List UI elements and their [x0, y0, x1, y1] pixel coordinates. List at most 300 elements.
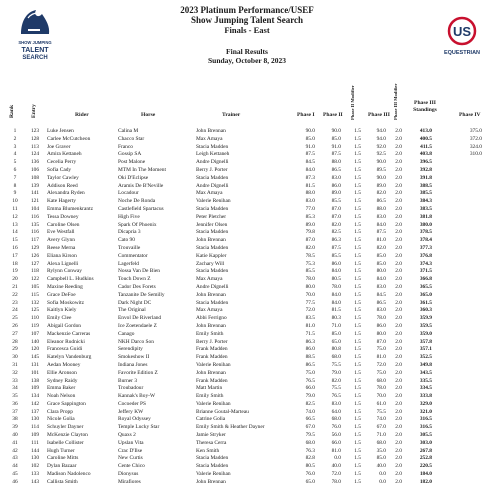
cell-horse: Chacco Star: [118, 135, 145, 142]
cell-rider: Madison Nadolenco: [47, 471, 91, 478]
cell-rider: Eve Westfall: [47, 229, 75, 236]
cell-entry: 118: [31, 268, 39, 275]
cell-mod: 1.5: [354, 416, 361, 423]
cell-p1: 85.5: [305, 268, 315, 275]
cell-p1: 77.5: [305, 299, 315, 306]
cell-st: 267.8: [419, 447, 432, 454]
cell-p3: 86.0: [376, 322, 386, 329]
cell-trainer: Frank Madden: [196, 377, 228, 384]
cell-entry: 129: [30, 244, 40, 251]
table-row: [0, 214, 494, 222]
cell-st: 343.5: [419, 369, 432, 376]
cell-p3m: 2.0: [395, 252, 402, 259]
cell-p3m: 2.0: [395, 237, 402, 244]
cell-p3m: 2.0: [395, 268, 402, 275]
cell-mod: 1.5: [354, 447, 361, 454]
cell-rider: Kate Hagerty: [47, 198, 76, 205]
cell-p3: 82.0: [376, 244, 386, 251]
cell-p2: 89.0: [331, 190, 341, 197]
cell-rank: 27: [12, 330, 18, 337]
cell-p3: 83.0: [376, 283, 386, 290]
cell-horse: Mirafiores: [118, 478, 141, 485]
cell-p3m: 2.0: [395, 299, 402, 306]
cell-st: 305.5: [419, 432, 432, 439]
cell-trainer: Stacia Madden: [196, 455, 229, 462]
cell-rank: 8: [13, 182, 17, 189]
cell-mod: 1.5: [354, 237, 361, 244]
table-row: [0, 151, 494, 159]
cell-mod: 1.5: [354, 159, 361, 166]
cell-trainer: Leigh Kettaneh: [196, 151, 230, 158]
cell-rider: Dylan Bazaar: [47, 463, 77, 470]
cell-mod: 1.5: [354, 346, 361, 353]
cell-st: 252.8: [419, 455, 432, 462]
cell-horse: The Original: [118, 307, 146, 314]
cell-entry: 143: [30, 478, 40, 485]
cell-st: 361.5: [419, 299, 432, 306]
cell-p3: 70.0: [376, 393, 386, 400]
cell-horse: Nossa Van De Bien: [118, 268, 160, 275]
cell-p3m: 2.0: [395, 416, 402, 423]
cell-st: 357.1: [419, 346, 432, 353]
cell-p3: 35.0: [376, 447, 386, 454]
cell-rank: 5: [13, 159, 17, 166]
cell-rider: Luke Jensen: [47, 128, 74, 134]
cell-horse: Lagerfeld: [118, 260, 139, 267]
cell-p2: 80.5: [331, 276, 341, 283]
cell-rank: 14: [12, 229, 18, 236]
cell-mod: 1.5: [354, 229, 361, 236]
cell-p3m: 2.0: [395, 182, 402, 189]
cell-rank: 9: [13, 190, 17, 197]
cell-rider: Emma Blumenkrantz: [47, 205, 93, 212]
cell-rider: Grace DeFoe: [47, 291, 76, 298]
cell-st: 349.8: [419, 361, 432, 368]
cell-rider: Emily Clee: [47, 315, 72, 322]
table-row: [0, 362, 494, 370]
cell-horse: Upslan Vita: [118, 439, 144, 446]
cell-p3m: 2.0: [395, 213, 402, 220]
cell-rank: 31: [12, 361, 18, 368]
cell-entry: 126: [30, 252, 40, 259]
table-row: [0, 261, 494, 269]
cell-rank: 2: [13, 135, 17, 142]
table-row: [0, 315, 494, 323]
cell-entry: 108: [30, 174, 40, 181]
table-row: [0, 175, 494, 183]
cell-p1: 76.0: [305, 471, 315, 478]
cell-st: 359.5: [419, 322, 432, 329]
cell-st: 357.8: [419, 338, 432, 345]
cell-st: 352.5: [419, 354, 432, 361]
cell-p3m: 2.0: [395, 276, 402, 283]
cell-rank: 18: [12, 260, 18, 267]
cell-st: 403.8: [419, 151, 432, 158]
cell-entry: 135: [30, 221, 40, 228]
cell-entry: 136: [30, 159, 40, 166]
cell-mod: 1.5: [354, 198, 361, 205]
col-phase4: Phase IV: [459, 112, 481, 118]
cell-rank: 12: [12, 213, 18, 220]
table-row: [0, 183, 494, 191]
cell-p2: 85.0: [331, 330, 341, 337]
svg-text:SHOW JUMPING: SHOW JUMPING: [18, 40, 52, 45]
cell-rider: Amira Kettaneh: [47, 151, 82, 158]
cell-entry: 120: [30, 346, 40, 353]
cell-p3: 86.5: [376, 198, 386, 205]
cell-p3: 75.5: [376, 408, 386, 415]
col-rider: Rider: [75, 112, 89, 118]
cell-mod: 1.5: [354, 174, 361, 181]
cell-p2: 68.0: [331, 354, 341, 361]
cell-mod: 1.5: [354, 252, 361, 259]
cell-rider: Grace Sappington: [47, 400, 86, 407]
cell-p2: 88.0: [331, 159, 341, 166]
cell-p3m: 2.0: [395, 190, 402, 197]
cell-p3: 83.0: [376, 307, 386, 314]
cell-trainer: Jennifer Olsen: [196, 221, 228, 228]
table-row: [0, 409, 494, 417]
cell-p2: 91.0: [331, 143, 341, 150]
cell-trainer: Max Amaya: [196, 307, 223, 314]
cell-trainer: Valerie Renihan: [196, 400, 231, 407]
table-row: [0, 222, 494, 230]
cell-p1: 66.0: [305, 385, 315, 392]
cell-mod: 1.5: [354, 338, 361, 345]
cell-trainer: Frank Madden: [196, 346, 228, 353]
cell-p2: 87.0: [331, 213, 341, 220]
cell-rank: 24: [12, 307, 18, 314]
cell-mod: 1.5: [354, 221, 361, 228]
cell-p2: 85.0: [331, 135, 341, 142]
cell-p3: 90.0: [376, 159, 386, 166]
cell-st: 378.4: [419, 237, 432, 244]
cell-p1: 87.3: [305, 174, 315, 181]
cell-rider: Sydney Raidy: [47, 377, 78, 384]
cell-entry: 137: [30, 408, 40, 415]
cell-p2: 72.0: [331, 471, 341, 478]
cell-p3m: 2.0: [395, 471, 402, 478]
results-table-body: [0, 128, 494, 487]
cell-mod: 1.5: [354, 268, 361, 275]
table-row: [0, 136, 494, 144]
cell-rider: Emma Baker: [47, 385, 76, 392]
cell-horse: Crac D'Ilse: [118, 447, 143, 454]
cell-p1: 83.5: [305, 315, 315, 322]
cell-st: 413.0: [419, 128, 432, 134]
cell-p3m: 2.0: [395, 315, 402, 322]
cell-p3m: 2.0: [395, 260, 402, 267]
table-row: [0, 323, 494, 331]
cell-p1: 79.8: [305, 229, 315, 236]
cell-p2: 84.0: [331, 268, 341, 275]
cell-p2: 66.0: [331, 439, 341, 446]
cell-entry: 101: [30, 369, 40, 376]
cell-rank: 22: [12, 291, 18, 298]
cell-st: 184.0: [419, 471, 432, 478]
cell-trainer: Stacia Madden: [196, 244, 229, 251]
col-phase2-modifier: Phase II Modifier: [350, 85, 355, 120]
cell-p3m: 2.0: [395, 330, 402, 337]
cell-p3: 80.0: [376, 268, 386, 275]
cell-p3: 81.0: [376, 354, 386, 361]
cell-mod: 1.5: [354, 439, 361, 446]
cell-horse: Smokeshow II: [118, 354, 150, 361]
cell-st: 380.0: [419, 221, 432, 228]
cell-mod: 1.5: [354, 385, 361, 392]
cell-mod: 1.5: [354, 205, 361, 212]
cell-p2: 84.0: [331, 291, 341, 298]
cell-rider: Sofia Cady: [47, 166, 72, 173]
cell-p3: 72.0: [376, 361, 386, 368]
cell-rank: 29: [12, 346, 18, 353]
cell-mod: 1.5: [354, 471, 361, 478]
cell-horse: Serendipity: [118, 346, 143, 353]
cell-entry: 122: [30, 276, 40, 283]
cell-horse: Indiana Jones: [118, 361, 148, 368]
cell-mod: 1.5: [354, 166, 361, 173]
cell-p1: 81.0: [305, 322, 315, 329]
cell-p3m: 2.0: [395, 143, 402, 150]
cell-trainer: Abbi Ferrigno: [196, 315, 227, 322]
cell-horse: Cato 90: [118, 237, 135, 244]
table-row: [0, 416, 494, 424]
cell-p1: 77.0: [305, 205, 315, 212]
cell-p3m: 2.0: [395, 400, 402, 407]
cell-p3m: 2.0: [395, 463, 402, 470]
cell-rider: Alexa Lignelli: [47, 260, 79, 267]
cell-rank: 34: [12, 385, 18, 392]
table-row: [0, 206, 494, 214]
cell-p3m: 2.0: [395, 455, 402, 462]
col-phase3: Phase III: [368, 112, 390, 118]
cell-horse: Dark Night DC: [118, 299, 152, 306]
cell-trainer: John Brennan: [196, 478, 226, 485]
cell-trainer: Valerie Renihan: [196, 471, 231, 478]
table-row: [0, 346, 494, 354]
cell-mod: 1.5: [354, 455, 361, 462]
cell-st: 365.5: [419, 283, 432, 290]
table-row: [0, 198, 494, 206]
cell-mod: 1.5: [354, 361, 361, 368]
cell-entry: 133: [30, 471, 40, 478]
cell-p3: 75.0: [376, 369, 386, 376]
cell-horse: Touch Down Z: [118, 276, 151, 283]
cell-rider: Cecelia Perry: [47, 159, 77, 166]
cell-st: 359.0: [419, 330, 432, 337]
cell-rider: Alexandra Ryden: [47, 190, 85, 197]
cell-p2: 68.0: [331, 416, 341, 423]
cell-p1: 66.5: [305, 416, 315, 423]
cell-trainer: Stacia Madden: [196, 299, 229, 306]
cell-rider: Caroline Olsen: [47, 221, 80, 228]
cell-rank: 26: [12, 322, 18, 329]
cell-p2: 86.5: [331, 166, 341, 173]
cell-p1: 78.0: [305, 276, 315, 283]
cell-mod: 1.5: [354, 299, 361, 306]
cell-rank: 11: [12, 205, 18, 212]
cell-trainer: Ken Smith: [196, 447, 220, 454]
cell-p1: 85.0: [305, 135, 315, 142]
cell-entry: 111: [31, 439, 39, 446]
cell-p1: 80.0: [305, 283, 315, 290]
cell-st: 383.5: [419, 205, 432, 212]
cell-trainer: Andre Dignelli: [196, 182, 229, 189]
cell-st: 366.8: [419, 276, 432, 283]
cell-p3: 40.0: [376, 463, 386, 470]
cell-rider: Maxine Reeding: [47, 283, 83, 290]
cell-st: 400.5: [419, 135, 432, 142]
cell-p1: 76.3: [305, 447, 315, 454]
cell-rank: 44: [12, 463, 18, 470]
cell-horse: NKH Darco Son: [118, 338, 154, 345]
cell-trainer: Frank Madden: [196, 354, 228, 361]
table-row: [0, 144, 494, 152]
cell-horse: Envol De Riverland: [118, 315, 162, 322]
cell-st: 392.8: [419, 166, 432, 173]
cell-rank: 16: [12, 244, 18, 251]
table-row: [0, 432, 494, 440]
page-subtitle: Show Jumping Talent Search: [190, 15, 304, 25]
cell-horse: Locadour: [118, 190, 139, 197]
table-row: [0, 237, 494, 245]
cell-trainer: Valerie Renihan: [196, 361, 231, 368]
cell-p1: 75.0: [305, 369, 315, 376]
cell-trainer: John Brennan: [196, 369, 226, 376]
cell-rank: 28: [12, 338, 18, 345]
cell-trainer: Stacia Madden: [196, 143, 229, 150]
cell-rider: McKenzie Clayton: [47, 432, 88, 439]
cell-p3m: 2.0: [395, 128, 402, 134]
region-label: Finals - East: [224, 25, 270, 35]
cell-p1: 79.5: [305, 432, 315, 439]
col-phase1: Phase I: [297, 112, 315, 118]
cell-p3: 89.0: [376, 182, 386, 189]
cell-entry: 109: [30, 432, 40, 439]
cell-trainer: Matt Martin: [196, 385, 223, 392]
cell-entry: 138: [30, 377, 40, 384]
svg-text:US: US: [452, 24, 472, 39]
cell-rank: 1: [13, 128, 17, 134]
cell-rider: Abigail Gordon: [47, 322, 81, 329]
cell-entry: 142: [30, 400, 40, 407]
cell-entry: 145: [30, 354, 40, 361]
cell-rank: 20: [12, 276, 18, 283]
cell-rank: 13: [12, 221, 18, 228]
cell-st: 335.5: [419, 377, 432, 384]
cell-p1: 84.0: [305, 166, 315, 173]
cell-p2: 75.5: [331, 385, 341, 392]
cell-mod: 1.5: [354, 354, 361, 361]
table-row: [0, 292, 494, 300]
cell-rank: 7: [13, 174, 17, 181]
cell-rank: 36: [12, 400, 18, 407]
cell-p1: 87.5: [305, 151, 315, 158]
table-row: [0, 331, 494, 339]
cell-rider: Schuyler Dayner: [47, 424, 84, 431]
cell-rider: Reese Merna: [47, 244, 76, 251]
cell-rider: Joe Graver: [47, 143, 71, 150]
cell-rider: Sofia Moskowitz: [47, 299, 84, 306]
cell-p3: 0.0: [379, 478, 386, 485]
cell-entry: 132: [30, 299, 40, 306]
cell-horse: Castlefield Spartacus: [118, 205, 164, 212]
cell-mod: 1.5: [354, 244, 361, 251]
cell-p3m: 2.0: [395, 439, 402, 446]
cell-entry: 140: [30, 338, 40, 345]
cell-rider: Campbell L. Hudkins: [47, 276, 94, 283]
cell-entry: 102: [30, 463, 40, 470]
cell-rank: 43: [12, 455, 18, 462]
table-row: [0, 354, 494, 362]
cell-trainer: Max Amaya: [196, 276, 223, 283]
cell-p3: 94.0: [376, 128, 386, 134]
cell-entry: 124: [30, 151, 40, 158]
cell-p3: 92.0: [376, 143, 386, 150]
cell-p1: 84.5: [305, 159, 315, 166]
cell-p3: 89.5: [376, 166, 386, 173]
cell-st: 388.5: [419, 182, 432, 189]
cell-horse: Post Malone: [118, 159, 146, 166]
cell-p3m: 2.0: [395, 447, 402, 454]
cell-st: 220.5: [419, 463, 432, 470]
cell-rank: 46: [12, 478, 18, 485]
cell-p2: 56.0: [331, 432, 341, 439]
cell-st: 333.8: [419, 393, 432, 400]
cell-p3: 90.0: [376, 174, 386, 181]
cell-p3m: 2.0: [395, 283, 402, 290]
cell-st: 374.3: [419, 260, 432, 267]
cell-horse: Cocoeder PS: [118, 400, 146, 407]
cell-p3: 84.5: [376, 291, 386, 298]
cell-p3: 84.0: [376, 221, 386, 228]
cell-p3m: 2.0: [395, 385, 402, 392]
cell-p4: 372.0: [469, 135, 482, 142]
cell-trainer: Emily Smith & Heather Dayner: [196, 424, 265, 431]
cell-p3m: 2.0: [395, 229, 402, 236]
cell-horse: Canago: [118, 330, 135, 337]
cell-st: 182.0: [419, 478, 432, 485]
cell-p3: 85.0: [376, 260, 386, 267]
cell-trainer: Max Amaya: [196, 135, 223, 142]
cell-p1: 86.5: [305, 361, 315, 368]
cell-st: 321.0: [419, 408, 432, 415]
col-phase3-modifier: Phase III Modifier: [393, 83, 398, 120]
table-row: [0, 393, 494, 401]
cell-mod: 1.5: [354, 128, 361, 134]
cell-p3: 0.0: [379, 471, 386, 478]
cell-entry: 125: [30, 307, 40, 314]
cell-rider: Nicole Golia: [47, 416, 75, 423]
cell-p3: 61.0: [376, 400, 386, 407]
cell-p3m: 2.0: [395, 424, 402, 431]
cell-trainer: Peter Pletcher: [196, 213, 227, 220]
cell-horse: Ice Zoetendaele Z: [118, 322, 157, 329]
cell-p2: 80.8: [331, 346, 341, 353]
cell-entry: 107: [30, 330, 40, 337]
cell-st: 360.3: [419, 307, 432, 314]
cell-rider: Katelyn Vandenburg: [47, 354, 92, 361]
cell-st: 303.0: [419, 439, 432, 446]
cell-rank: 39: [12, 424, 18, 431]
cell-entry: 110: [31, 315, 39, 322]
page-title: 2023 Platinum Performance/USEF: [180, 5, 314, 15]
table-row: [0, 159, 494, 167]
col-horse: Horse: [141, 112, 156, 118]
table-row: [0, 245, 494, 253]
cell-rank: 10: [12, 198, 18, 205]
cell-trainer: Jamie Stryker: [196, 432, 226, 439]
